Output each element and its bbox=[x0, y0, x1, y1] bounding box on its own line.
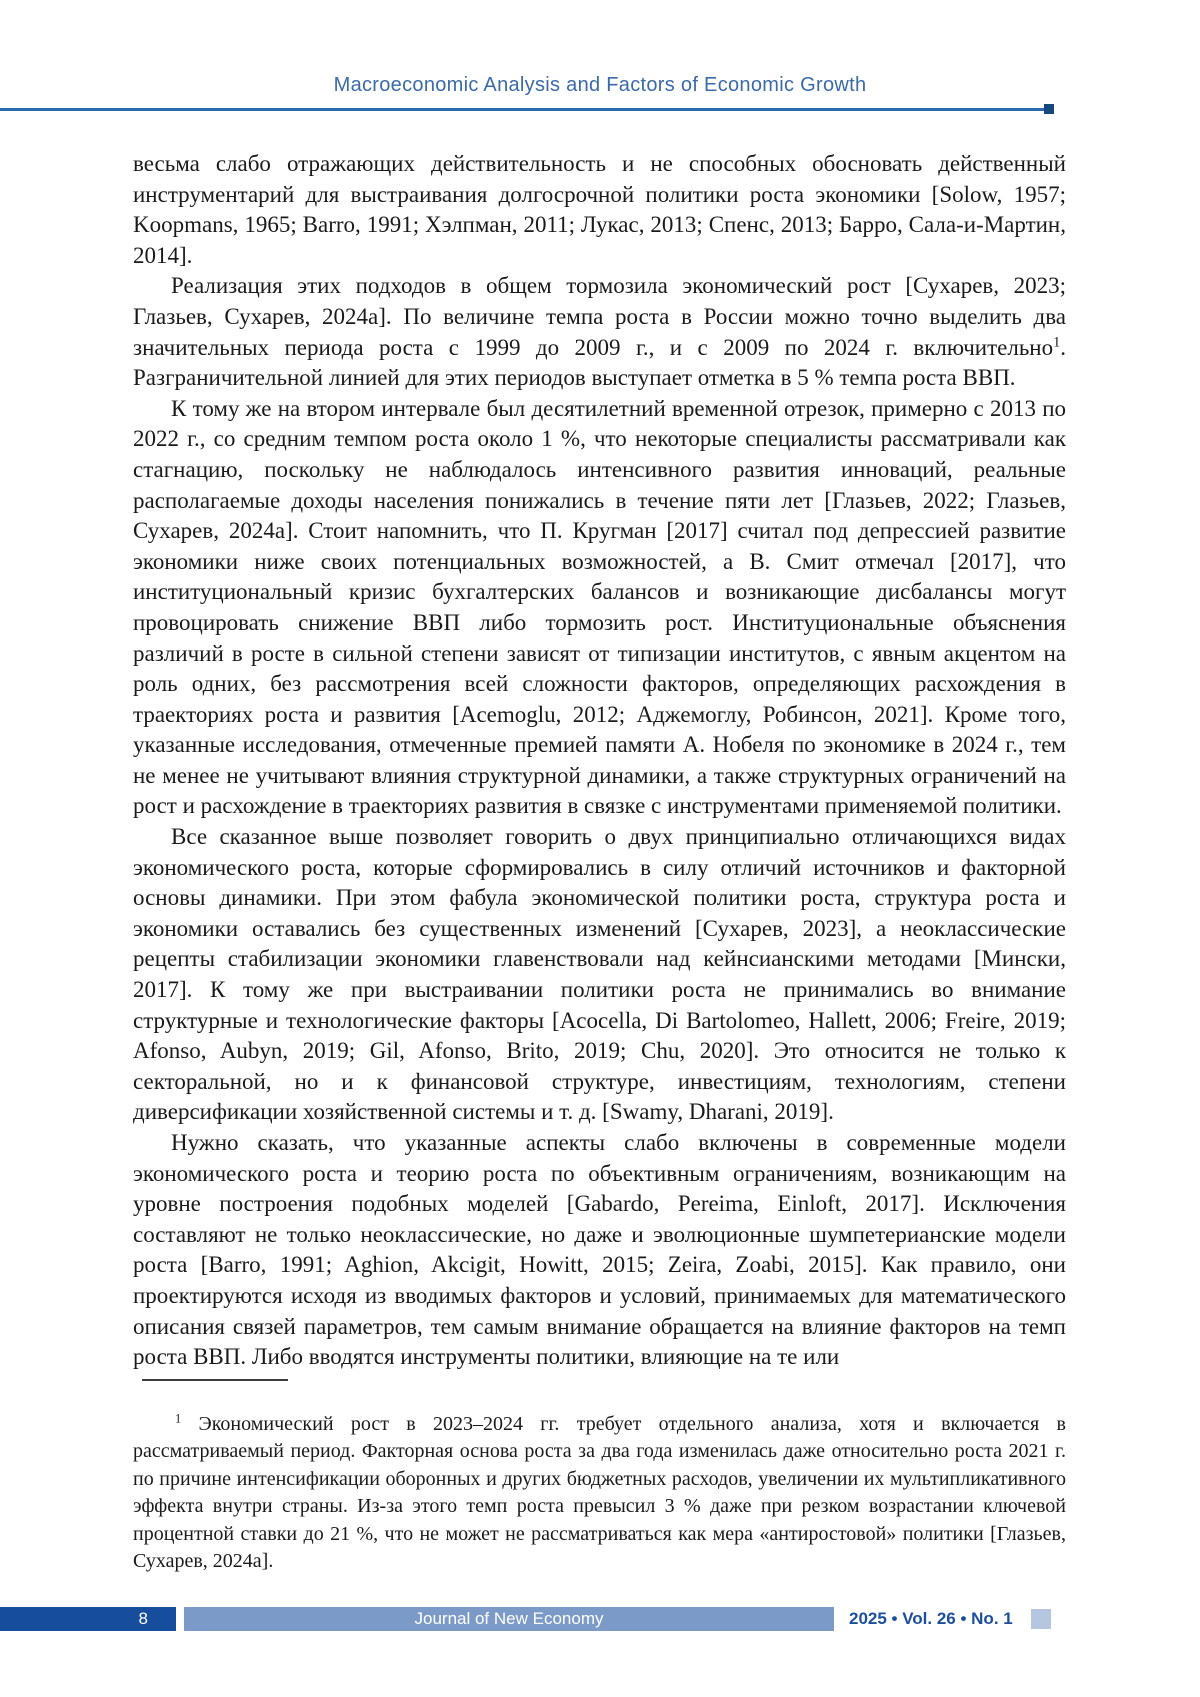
running-head-title: Macroeconomic Analysis and Factors of Economic Growth bbox=[333, 74, 867, 96]
footer bbox=[0, 1607, 1200, 1631]
body-text bbox=[133, 149, 1066, 1373]
journal-name-bar bbox=[184, 1607, 834, 1631]
page-number-box bbox=[0, 1607, 176, 1631]
journal-name: Journal of New Economy bbox=[414, 1609, 604, 1628]
body-paragraph: К тому же на втором интервале был десятилетний временной отрезок, примерно с 2013 по 2022 г., со средним темпом роста около 1 %, что некоторые специалисты рассматривали как стагнацию, поскольку не наблюдалось интенсивного развития инноваций, реальные располагаемые доходы населения понижались в течение пяти лет [Глазьев, 2022; Глазьев, Сухарев, 2024а]. Стоит напомнить, что П. Кругман [2017] считал под депрессией развитие экономики ниже своих потенциальных возможностей, а В. Смит отмечал [2017], что институциональный кризис бухгалтерских балансов и возникающие дисбалансы могут провоцировать снижение ВВП либо тормозить рост. Институциональные объяснения различий в росте в сильной степени зависят от типизации институтов, с явным акцентом на роль одних, без рассмотрения всей сложности факторов, определяющих расхождения в траекториях роста и развития [Acemoglu, 2012; Аджемоглу, Робинсон, 2021]. Кроме того, указанные исследования, отмеченные премией памяти А. Нобеля по экономике в 2024 г., тем не менее не учитывают влияния структурной динамики, а также структурных ограничений на рост и расхождение в траекториях развития в связке с инструментами применяемой политики. bbox=[133, 395, 1066, 819]
footnote-rule bbox=[142, 1379, 288, 1381]
header-rule bbox=[0, 108, 1048, 111]
body-paragraph: весьма слабо отражающих действительность и не способных обосновать действенный инструментарий для выстраивания долгосрочной политики роста экономики [Solow, 1957; Koopmans, 1965; Barro, 1991; Хэлпман, 2011; Лукас, 2013; Спенс, 2013; Барро, Сала-и-Мартин, 2014]. bbox=[133, 151, 1066, 268]
body-paragraph: Реализация этих подходов в общем тормозила экономический рост [Сухарев, 2023; Глазьев, Сухарев, 2024а]. По величине темпа роста в России можно точно выделить два значительных периода роста с 1999 до 2009 г., и с 2009 по 2024 г. включительно$^1$. Разграничительной линией для этих периодов выступает отметка в 5 % темпа роста ВВП. bbox=[133, 273, 1066, 391]
issue-info: 2025 • Vol. 26 • No. 1 bbox=[849, 1609, 1013, 1628]
footnote-text bbox=[133, 1411, 1066, 1575]
footnote-marker: 1 bbox=[175, 1411, 182, 1426]
page-number: 8 bbox=[138, 1609, 148, 1628]
body-paragraph: Все сказанное выше позволяет говорить о двух принципиально отличающихся видах экономического роста, которые сформировались в силу отличий источников и факторной основы динамики. При этом фабула экономической политики роста, структура роста и экономики оставались без существенных изменений [Сухарев, 2023], а неоклассические рецепты стабилизации экономики главенствовали над кейнсианскими методами [Мински, 2017]. К тому же при выстраивании политики роста не принимались во внимание структурные и технологические факторы [Acocella, Di Bartolomeo, Hallett, 2006; Freire, 2019; Afonso, Aubyn, 2019; Gil, Afonso, Brito, 2019; Chu, 2020]. Это относится не только к секторальной, но и к финансовой структуре, инвестициям, технологиям, степени диверсификации хозяйственной системы и т. д. [Swamy, Dharani, 2019]. bbox=[133, 824, 1066, 1125]
header-rule-end-square bbox=[1044, 104, 1054, 114]
footnote-reference-superscript: 1 bbox=[1053, 333, 1061, 350]
body-paragraph: Нужно сказать, что указанные аспекты слабо включены в современные модели экономического роста и теорию роста по объективным ограничениям, возникающим на уровне построения подобных моделей [Gabardo, Pereima, Einloft, 2017]. Исключения составляют не только неоклассические, но даже и эволюционные шумпетерианские модели роста [Barro, 1991; Aghion, Akcigit, Howitt, 2015; Zeira, Zoabi, 2015]. Как правило, они проектируются исходя из вводимых факторов и условий, принимаемых для математического описания связей параметров, тем самым внимание обращается на влияние факторов на темп роста ВВП. Либо вводятся инструменты политики, влияющие на те или bbox=[133, 1130, 1066, 1370]
footnote-body: Экономический рост в 2023–2024 гг. требует отдельного анализа, хотя и включается в рассматриваемый период. Факторная основа роста за два года изменилась даже относительно роста 2021 г. по причине интенсификации оборонных и других бюджетных расходов, увеличении их мультипликативного эффекта внутри страны. Из-за этого темп роста превысил 3 % даже при резком возрастании ключевой процентной ставки до 21 %, что не может не рассматриваться как мера «антиростовой» политики [Глазьев, Сухарев, 2024а]. bbox=[133, 1413, 1066, 1573]
footer-end-square bbox=[1031, 1609, 1051, 1629]
